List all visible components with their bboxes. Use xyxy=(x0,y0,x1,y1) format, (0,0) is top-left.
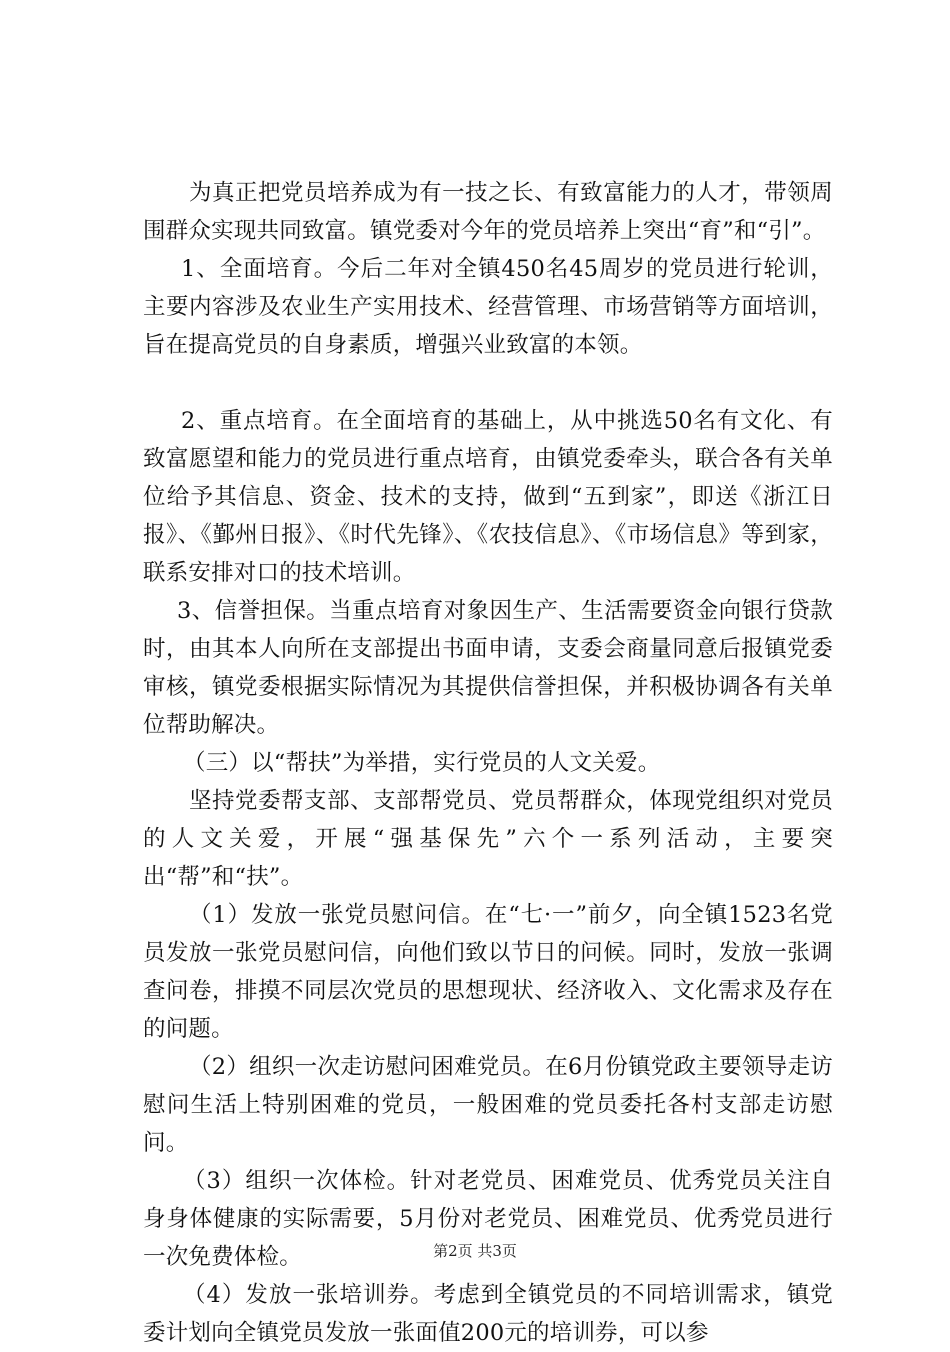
body-text xyxy=(143,174,833,1352)
page-footer: 第2页 共3页 xyxy=(433,1242,517,1260)
paragraph-section-3-intro: 坚持党委帮支部、支部帮党员、党员帮群众，体现党组织对党员的人文关爱，开展“强基保先”六个一系列活动，主要突出“帮”和“扶”。 xyxy=(143,788,833,890)
paragraph-sub-1: （1）发放一张党员慰问信。在“七·一”前夕，向全镇1523名党员发放一张党员慰问信，向他们致以节日的问候。同时，发放一张调查问卷，排摸不同层次党员的思想现状、经济收入、文化需求及存在的问题。 xyxy=(143,902,833,1042)
paragraph-item-1: 1、全面培育。今后二年对全镇450名45周岁的党员进行轮训，主要内容涉及农业生产实用技术、经营管理、市场营销等方面培训，旨在提高党员的自身素质，增强兴业致富的本领。 xyxy=(143,256,833,358)
paragraph-intro: 为真正把党员培养成为有一技之长、有致富能力的人才，带领周围群众实现共同致富。镇党委对今年的党员培养上突出“育”和“引”。 xyxy=(143,180,833,244)
paragraph-item-2: 2、重点培育。在全面培育的基础上，从中挑选50名有文化、有致富愿望和能力的党员进行重点培育，由镇党委牵头，联合各有关单位给予其信息、资金、技术的支持，做到“五到家”，即送《浙江日报》、《鄞州日报》、《时代先锋》、《农技信息》、《市场信息》等到家，联系安排对口的技术培训。 xyxy=(143,408,833,586)
paragraph-item-3: 3、信誉担保。当重点培育对象因生产、生活需要资金向银行贷款时，由其本人向所在支部提出书面申请，支委会商量同意后报镇党委审核，镇党委根据实际情况为其提供信誉担保，并积极协调各有关单位帮助解决。 xyxy=(143,598,833,738)
paragraph-sub-3: （3）组织一次体检。针对老党员、困难党员、优秀党员关注自身身体健康的实际需要，5月份对老党员、困难党员、优秀党员进行一次免费体检。 xyxy=(143,1168,833,1270)
section-heading-3: （三）以“帮扶”为举措，实行党员的人文关爱。 xyxy=(183,750,661,776)
paragraph-sub-2: （2）组织一次走访慰问困难党员。在6月份镇党政主要领导走访慰问生活上特别困难的党员，一般困难的党员委托各村支部走访慰问。 xyxy=(143,1054,833,1156)
paragraph-sub-4: （4）发放一张培训券。考虑到全镇党员的不同培训需求，镇党委计划向全镇党员发放一张面值200元的培训券，可以参 xyxy=(143,1282,833,1346)
